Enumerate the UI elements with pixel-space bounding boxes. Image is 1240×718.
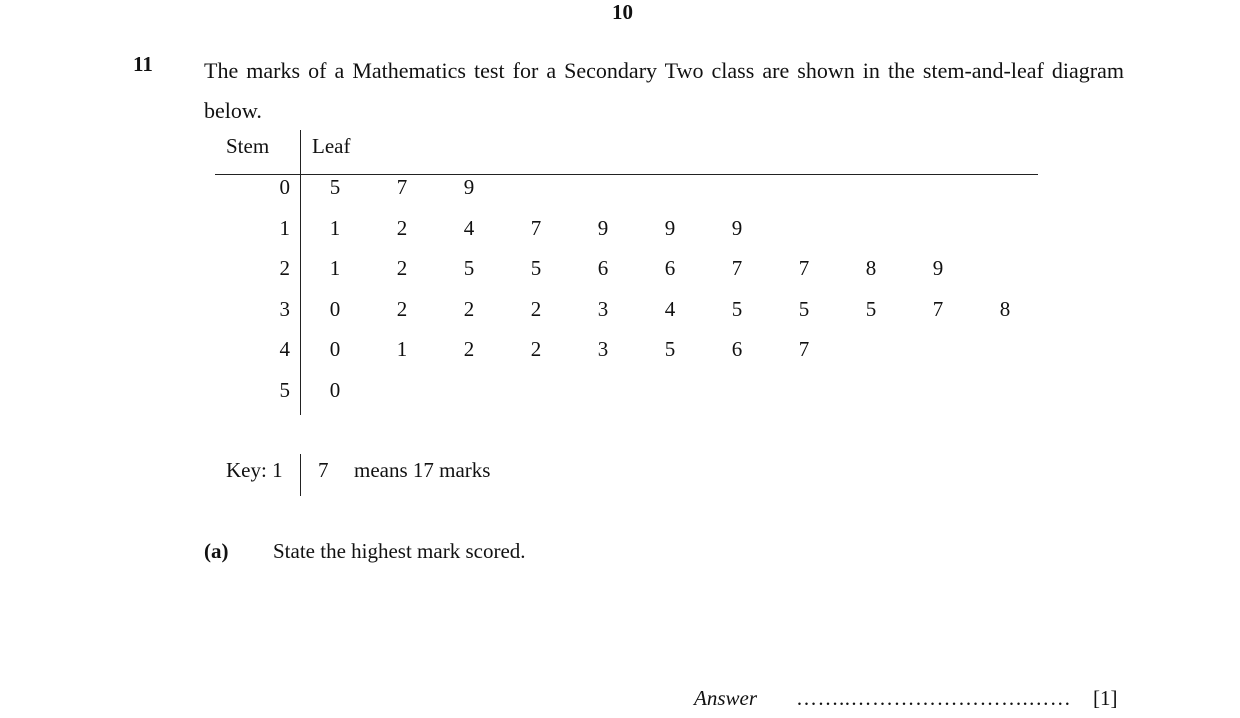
leaf-value: 7 [731,256,743,280]
leaf-value: 2 [463,296,475,321]
question-text: The marks of a Mathematics test for a Secondary Two class are shown in the stem-and-leaf diagram below. [204,58,1124,123]
leaf-value: 1 [329,256,341,280]
leaf-value: 1 [396,337,408,361]
stem-value: 1 [279,215,290,240]
stem-value: 2 [279,256,290,280]
leaf-value: 6 [597,256,609,280]
leaf-value: 0 [329,337,341,361]
leaf-value: 6 [664,256,676,280]
leaf-value: 0 [329,296,341,321]
leaf-value: 5 [731,296,743,321]
marks-allocation: [1] [1093,686,1118,710]
leaf-value: 3 [597,296,609,321]
leaf-value: 5 [798,296,810,321]
leaf-value: 2 [396,296,408,321]
stem-header: Stem [226,134,270,158]
leaf-value: 2 [530,296,542,321]
part-a-label: (a) [204,539,229,563]
leaf-value: 4 [664,296,676,321]
leaf-value: 5 [865,296,877,321]
leaf-value: 0 [329,377,341,402]
leaf-value: 5 [664,337,676,361]
stem-value: 5 [279,377,290,402]
leaf-value: 2 [396,215,408,240]
page-number: 10 [612,0,633,24]
key-meaning: means 17 marks [354,458,491,482]
leaf-value: 9 [932,256,944,280]
leaf-value: 1 [329,215,341,240]
key-divider [300,454,301,496]
leaf-value: 7 [396,175,408,199]
part-a-text: State the highest mark scored. [273,539,526,563]
leaf-value: 9 [597,215,609,240]
leaf-value: 9 [664,215,676,240]
leaf-value: 5 [329,175,341,199]
leaf-value: 8 [999,296,1011,321]
leaf-value: 3 [597,337,609,361]
leaf-value: 9 [463,175,475,199]
leaf-value: 4 [463,215,475,240]
leaf-value: 2 [463,337,475,361]
leaf-value: 7 [798,256,810,280]
stem-value: 0 [279,175,290,199]
key-label: Key: 1 [226,458,283,482]
leaf-value: 7 [798,337,810,361]
stem-value: 4 [279,337,290,361]
leaf-value: 2 [530,337,542,361]
leaf-header: Leaf [312,134,351,158]
key-leaf: 7 [318,458,329,482]
answer-line[interactable]: ……..…………………….…… [796,686,1072,710]
stem-value: 3 [279,296,290,321]
leaf-value: 8 [865,256,877,280]
leaf-value: 6 [731,337,743,361]
leaf-value: 7 [530,215,542,240]
stem-leaf-divider [300,130,301,415]
question-number: 11 [133,52,153,76]
leaf-value: 7 [932,296,944,321]
leaf-value: 9 [731,215,743,240]
answer-label: Answer [694,686,757,710]
leaf-value: 5 [463,256,475,280]
leaf-value: 5 [530,256,542,280]
leaf-value: 2 [396,256,408,280]
